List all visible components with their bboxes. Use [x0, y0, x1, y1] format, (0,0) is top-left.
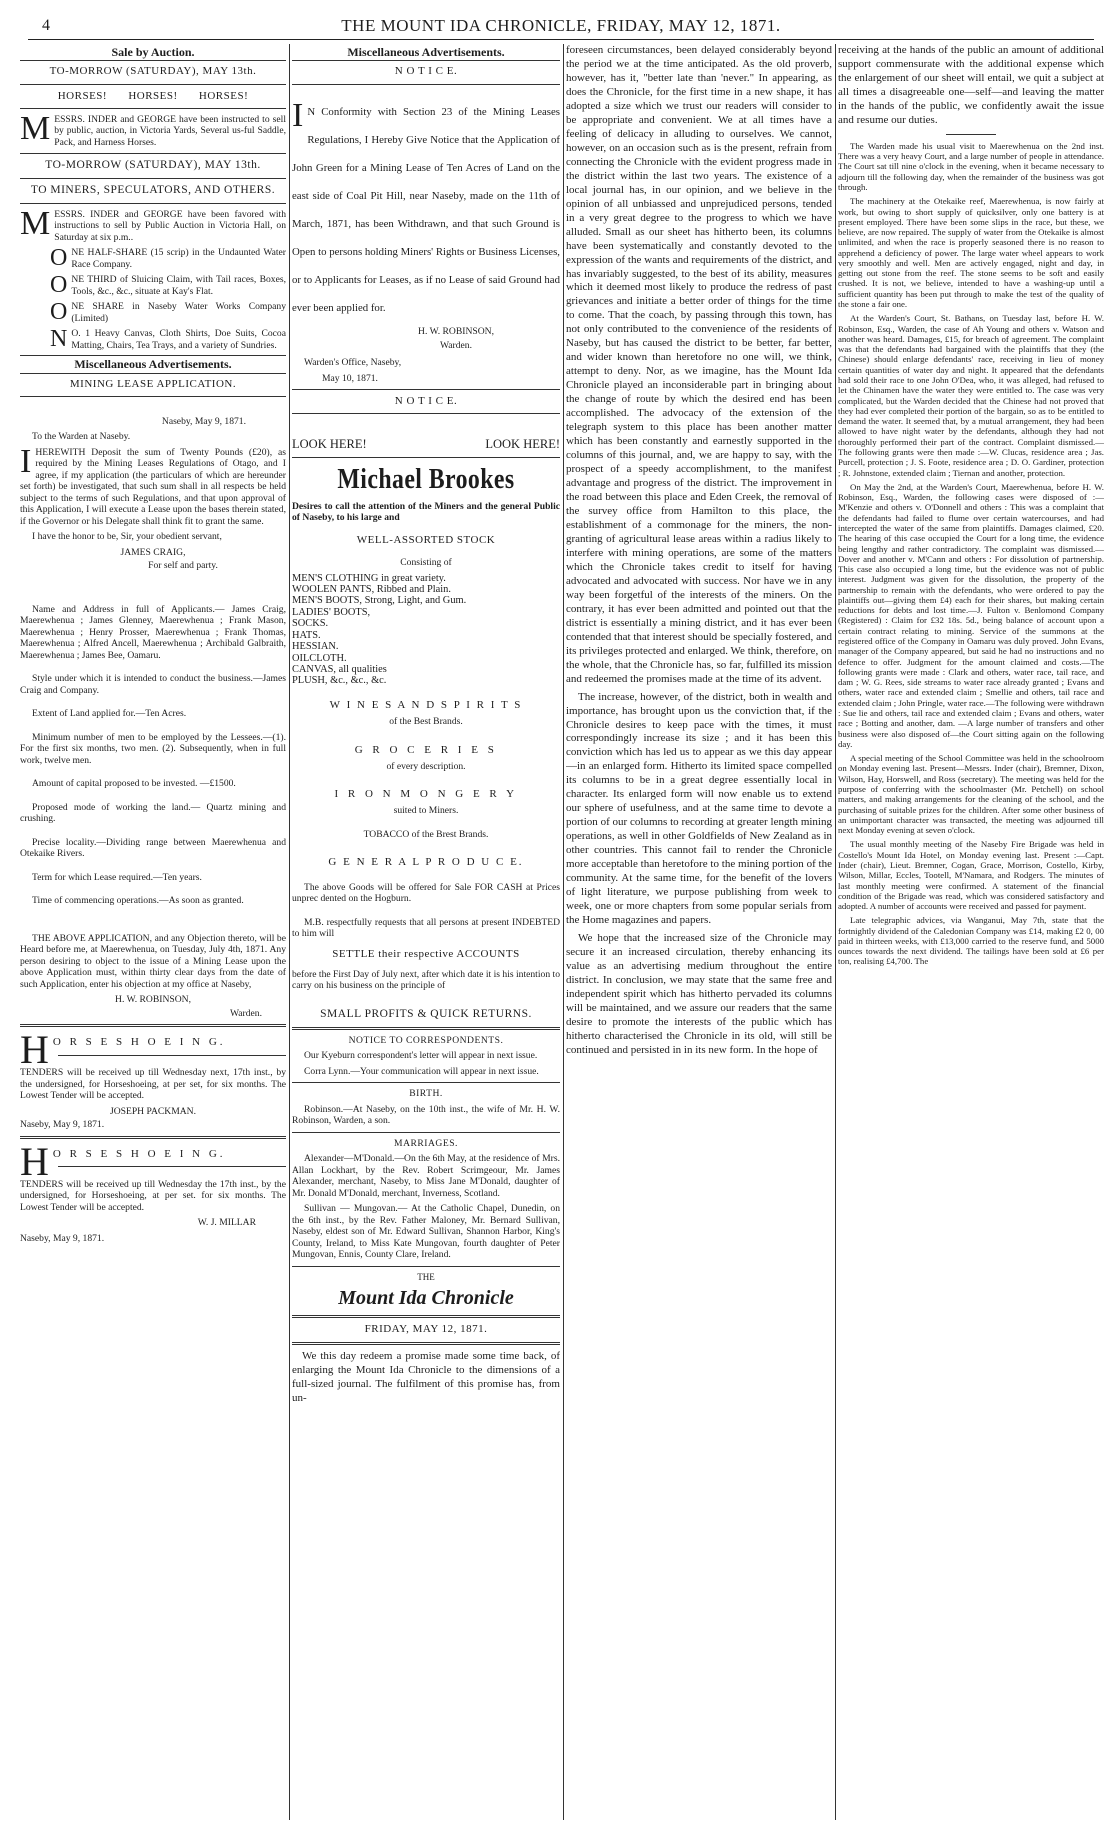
objection-signature: H. W. ROBINSON, — [115, 994, 191, 1006]
column-4 — [838, 44, 1104, 1820]
section-heading-misc: Miscellaneous Advertisements. — [292, 44, 560, 61]
to-warden: To the Warden at Naseby. — [32, 431, 131, 443]
column-rule — [563, 44, 564, 1820]
correspondents-heading: NOTICE TO CORRESPONDENTS. — [348, 1034, 504, 1046]
stock-heading: WELL-ASSORTED STOCK — [356, 533, 496, 546]
goods-note: The above Goods will be offered for Sale FOR CASH at Prices unprec dented on the Hogburn. — [292, 881, 560, 905]
notice-office: Warden's Office, Naseby, — [304, 357, 402, 369]
birth-heading: BIRTH. — [409, 1088, 443, 1100]
section-heading-misc: Miscellaneous Advertisements. — [20, 355, 286, 373]
column-rule — [835, 44, 836, 1820]
the-label: THE — [417, 1271, 435, 1282]
news-item: On May the 2nd, at the Warden's Court, Maerewhenua, before H. W. Robinson, Esq., Warden, the following cases were disposed of :—M'Kenzie and others v. O'Donnell and others : This was a complaint that the defendants had failed to flume over certain watercourses, and had intercepted the water of the same from plaintiffs. Damages claimed, £20. The hearing of this case occupied the Court for a long time, the evidence being lengthy and rather contradictory. The complaint was dismissed.—Dover and another v. M'Cann and others : For dissolution of partnership. This case also occupied a long time, but the evidence was not of public interest. Judgment was given for the dissolution, the property of the partnership to remain with the defendants, who were ordered to pay the plaintiffs out—giving them £4) each for their shares, but making certain reductions for debts and lost time.—J. Fulton v. Benlomond Company (Registered) : Claim for £32 18s. 5d., being balance of account upon a certain contract relating to mining. Service of the summons at the registered office of the Company in Oamaru was duly proved. John Evans, manager of the Company appeared, but said he had no instructions and no defence to offer. Judgment for the amount claimed and costs.—The following grants were made : Clark and others, water race, tail race, and dam ; W. G. Rees, side streams to water race already granted ; Evans and others, water race and extended claim ; Smellie and others, tail race and extended claim ; John Pringle, water race.—The following were withdrawn : Sue lie and others, tail race and extended claim ; Evans and others, water race ; Botting and another, dam. —A large number of transfers and other business were also disposed of—the Court sitting again on the following day. — [838, 481, 1104, 749]
column-3 — [566, 44, 832, 1820]
editorial-paragraph: We hope that the increased size of the Chronicle may secure it an increased circulation, thereby enhancing its value as an advertising medium throughout the entire district. In conclusion, we may state that the same free and independent spirit which has hitherto pervaded its columns will be maintained, and we assure our readers that the same desire to promote the interests of the public which has hitherto characterised the Chronicle in its old, will still be continued and persisted in in its new form. In the hope of — [566, 932, 832, 1056]
horseshoeing-ad-1: H O R S E S H O E I N G. TENDERS will be received up till Wednesday next, 17th inst., by the undersigned, for Horseshoeing, at per set, for six months. The Lowest Tender will be accepted. JOSEPH PACKMAN. Naseby, May 9, 1871. — [20, 1027, 286, 1131]
tobacco-line: TOBACCO of the Brest Brands. — [363, 828, 489, 840]
michael-brookes-title: Michael Brookes — [337, 464, 515, 496]
auction2-heading: TO MINERS, SPECULATORS, AND OTHERS. — [30, 184, 276, 197]
objection-text: THE ABOVE APPLICATION, and any Objection thereto, will be Heard before me, at Maerewhenua, on Tuesday, July 4th, 1871. Any person desiring to object to the issue of a Mining Lease upon the above Application must, within thirty clear days from the date of such Application, enter his objection at my office at Naseby, — [20, 932, 286, 990]
news-item: The usual monthly meeting of the Naseby Fire Brigade was held in Costello's Mount Ida Hotel, on Monday evening last. Present :—Capt. Inder (chair), Lieut. Bremner, Cogan, Grace, Morrison, Costello, Kirby, Wilson, Millar, Eccles, Tootell, M'Namara, and Rodgers. The minutes of last monthly meeting were confirmed. A statement of the financial condition of the Brigade was read, which was considered satisfactory and adopted. A number of accounts were received and passed for payment. — [838, 839, 1104, 912]
applicants: Name and Address in full of Applicants.— James Craig, Maerewhenua ; James Glenney, Maerewhenua ; Frank Mason, Maerewhenua ; Henry Prosser, Maerewhenua ; Frank Thomas, Maerewhenua ; Alfred Ancell, Maerewhenua ; Archibald Galbraith, Maerewhenua ; James Bee, Oamaru. — [20, 603, 286, 661]
page-title: THE MOUNT IDA CHRONICLE, FRIDAY, MAY 12, 1871. — [341, 16, 781, 35]
deposit-text: I HEREWITH Deposit the sum of Twenty Pounds (£20), as required by the Mining Leases Regulations of Otago, and I agree, if my application (the particulars of which are hereunder set forth) be investigated, that such sum shall in all respects be held subject to the terms of such Regulations, and that upon approval of this Application, I will execute a Lease upon the bases therein stated, if the Governor or his Delegate shall think fit to grant the same. — [20, 442, 286, 527]
produce-heading: G E N E R A L P R O D U C E. — [328, 856, 524, 869]
lot-item: ONE THIRD of Sluicing Claim, with Tail races, Boxes, Tools, &c., &c., situate at Kay's Flat. — [50, 272, 286, 299]
signer-note: For self and party. — [148, 560, 218, 572]
dateline: Naseby, May 9, 1871. — [161, 415, 246, 427]
groceries-heading: G R O C E R I E S — [354, 743, 498, 756]
editorial-start: We this day redeem a promise made some time back, of enlarging the Mount Ida Chronicle to the dimensions of a full-sized journal. The fulfilment of this promise has, from un- — [292, 1349, 560, 1404]
auction2-date: TO-MORROW (SATURDAY), MAY 13th. — [45, 159, 261, 172]
mode-line: Proposed mode of working the land.— Quartz mining and crushing. — [20, 801, 286, 825]
notice2-heading: N O T I C E. — [394, 395, 458, 408]
extent-line: Extent of Land applied for.—Ten Acres. — [32, 708, 187, 720]
news-item: Late telegraphic advices, via Wanganui, May 7th, state that the fortnightly dividend of the Caledonian Company was £14, making £2 0, 00 paid in thirteen weeks, with £13,000 carried to the reserve fund, and 5000 ounces towards the next dividend. The tailings have been sold at £6 per ton, realising £4,700. The — [838, 915, 1104, 967]
wines-heading: W I N E S A N D S P I R I T S — [329, 698, 523, 711]
column-rule — [289, 44, 290, 1820]
stock-list: MEN'S CLOTHING in great variety. WOOLEN PANTS, Ribbed and Plain. MEN'S BOOTS, Strong, Light, and Gum. LADIES' BOOTS, SOCKS. HATS. HESSIAN. OILCLOTH. CANVAS, all qualities PLUSH, &c., &c., &c. — [292, 572, 467, 687]
section-heading-auction: Sale by Auction. — [20, 44, 286, 61]
dropcap: M — [20, 109, 51, 147]
auction1-date: TO-MORROW (SATURDAY), MAY 13th. — [49, 65, 257, 78]
lot-item: N O. 1 Heavy Canvas, Cloth Shirts, Doe Suits, Cocoa Matting, Chairs, Tea Trays, and a variety of Sundries. — [50, 326, 286, 353]
style-line: Style under which it is intended to conduct the business.—James Craig and Company. — [20, 673, 286, 696]
editorial-conclusion: receiving at the hands of the public an amount of additional support commensurate with the additional expense which the enlargement of our sheet will entail, we quit a subject at all times a disagreeable one—self—and leaving the matter in the hands of the public, we confidently await the issue and resume our duties. — [838, 44, 1104, 126]
notice-role: Warden. — [440, 339, 472, 351]
column-1 — [20, 44, 286, 1820]
page-header — [28, 14, 1094, 40]
auction1-body: MESSRS. INDER and GEORGE have been instructed to sell by public, auction, in Victoria Yards, Several us-ful Saddle, Pack, and Harness Horses. — [20, 109, 286, 148]
masthead-date: FRIDAY, MAY 12, 1871. — [364, 1323, 488, 1336]
page-number: 4 — [42, 17, 50, 34]
locality-line: Precise locality.—Dividing range between Maerewhenua and Otekaike Rivers. — [20, 836, 286, 860]
ironmongery-heading: I R O N M O N G E R Y — [334, 788, 518, 801]
auction1-horses: HORSES! HORSES! HORSES! — [57, 89, 249, 102]
mining-lease-heading: MINING LEASE APPLICATION. — [69, 377, 237, 390]
news-item: The Warden made his usual visit to Maerewhenua on the 2nd inst. There was a very heavy Court, and a large number of people in attendance. The Court sat till nine o'clock in the evening, when it became necessary to adjourn till the following day, when the remainder of the business was got through. — [838, 140, 1104, 192]
term-line: Term for which Lease required.—Ten years. — [32, 871, 202, 883]
objection-role: Warden. — [230, 1007, 262, 1019]
news-item: At the Warden's Court, St. Bathans, on Tuesday last, before H. W. Robinson, Esq., Warden, the case of Ah Young and others v. Watson and another was heard. Damages, £15, for breach of agreement. The complaint was that the defendants had bargained with the plaintiffs that they (the Chinese) should enlarge defendants' race, receiving in lieu of money certain quantities of water day and night. It appeared that the defendants had sold their race to one John O'Dea, who, it was alleged, had refused to let the Chinamen have the water they were entitled to. The case was very complicated, but the Warden decided that the Chinese had not proved that they had ever completed their portion of the bargain, so as to be entitled to demand the water. It seemed that, by a mutual arrangement, they had been allowed to have night water by the defendants, although they had not thoroughly performed their part of the contract. Complaint dismissed.—The following grants were then made :—W. Clucas, residence area ; Jas. Purcell, protection ; J. S. Foote, residence area ; D. O. Gardiner, protection ; R. Johnstone, extended claim ; Tiernan and another, protection. — [838, 313, 1104, 478]
capital-line: Amount of capital proposed to be invested. —£1500. — [32, 778, 236, 790]
signer: JAMES CRAIG, — [120, 546, 186, 558]
column-2: Miscellaneous Advertisements. N O T I C E. I N Conformity with Section 23 of the Mining Leases Regulations, I Hereby Give Notice that the Application of John Green for a Mining Lease of Ten Acres of Land on the east side of Coal Pit Hill, near Naseby, made on the 11th of March, 1871, has been Withdrawn, and that such Ground is Open to persons holding Miners' Rights or Business Licenses, or to Applicants for Leases, as if no Lease of said Ground had ever been applied for. H. W. ROBINSON, Warden. Warden's Office, Naseby, May 10, 1871. N O T I C E. LOOK HERE! LOOK HERE! Michael Brookes Desires to call the attention of the Miners and the general Public of Naseby, to his large and WELL-ASSORTED STOCK Consisting of MEN'S CLOTHING in great variety. WOOLEN PANTS, Ribbed and Plain. MEN'S BOOTS, Strong, Light, and Gum. LADIES' BOOTS, SOCKS. HATS. HESSIAN. OILCLOTH. CANVAS, all qualities PLUSH, &c., &c., &c. W I N E S A N D S P I R I T S of the Best Brands. G R O C E R I E S of every description. I R O N M O N G E R Y suited to Miners. TOBACCO of the Brest Brands. G E N E R A L P R O D U C E. The above Goods will be offered for Sale FOR CASH at Prices unprec dented on the Hogburn. M.B. respectfully requests that all persons at present INDEBTED to him will SETTLE their respective ACCOUNTS before the First Day of July next, after which date it is his intention to carry on his business on the principle of SMALL PROFITS & QUICK RETURNS. NOTICE TO CORRESPONDENTS. Our Kyeburn correspondent's letter will appear in next issue. Corra Lynn.—Your communication will appear in next issue. BIRTH. Robinson.—At Naseby, on the 10th inst., the wife of Mr. H. W. Robinson, Warden, a son. MARRIAGES. Alexander—M'Donald.—On the 6th May, at the residence of Mrs. Allan Lockhart, by the Rev. Robert Scrimgeour, Mr. James Alexander, merchant, Naseby, to Miss Jane M'Donald, daughter of Mr. Donald M'Donald, merchant, Inverness, Scotland. Sullivan — Mungovan.— At the Catholic Chapel, Dunedin, on the 6th inst., by the Rev. Father Maloney, Mr. Bernard Sullivan, Naseby, eldest son of Mr. Edward Sullivan, Shannon Harbor, King's County, Ireland, to Miss Kate Mungovan, fourth daughter of Peter Mungovan, Ennis, County Clare, Ireland. THE Mount Ida Chronicle FRIDAY, MAY 12, 1871. We this day redeem a promise made some time back, of enlarging the Mount Ida Chronicle to the dimensions of a full-sized journal. The fulfilment of this promise has, from un- — [292, 45, 560, 1404]
min-men-line: Minimum number of men to be employed by the Lessees.—(1). For the first six months, two men. (2). Subsequently, when in full work, twelve men. — [20, 731, 286, 766]
notice-body: I N Conformity with Section 23 of the Mining Leases Regulations, I Hereby Give Notice that the Application of John Green for a Mining Lease of Ten Acres of Land on the east side of Coal Pit Hill, near Naseby, made on the 11th of March, 1871, has been Withdrawn, and that such Ground is Open to persons holding Miners' Rights or Business Licenses, or to Applicants for Leases, as if no Lease of said Ground had ever been applied for. — [292, 96, 560, 315]
consisting: Consisting of — [400, 557, 452, 569]
notice-date: May 10, 1871. — [322, 372, 378, 384]
before-line: before the First Day of July next, after which date it is his intention to carry on his business on the principle of — [292, 968, 560, 992]
masthead: Mount Ida Chronicle — [338, 1287, 514, 1310]
small-profits: SMALL PROFITS & QUICK RETURNS. — [320, 1007, 532, 1020]
honor-line: I have the honor to be, Sir, your obedient servant, — [32, 531, 222, 543]
notice-heading: N O T I C E. — [394, 65, 458, 78]
look-here-line: LOOK HERE! LOOK HERE! — [292, 437, 560, 452]
auction2-body: MESSRS. INDER and GEORGE have been favored with instructions to sell by Public Auction in Victoria Hall, on Saturday at six p.m.. — [20, 204, 286, 243]
horseshoeing-ad-2: H O R S E S H O E I N G. TENDERS will be received up till Wednesday the 17th inst., by the undersigned, for Horseshoeing, at per set. for six months. The Lowest Tender will be accepted. W. J. MILLAR Naseby, May 9, 1871. — [20, 1138, 286, 1244]
editorial-paragraph: The increase, however, of the district, both in wealth and importance, has brought upon us the conviction that, if the Chronicle desires to keep pace with the times, it must correspondingly increase its size ; and it has been this conviction which has led us to appear as we this day appear—in an enlarged form. Hitherto its limited space compelled its columns to be in a great degree essentially local in character. Its enlarged form will now enable us to extend our sphere of usefulness, and at the same time to devote a portion of our columns to recording at greater length mining operations, as well in other Goldfields of New Zealand as in other countries. This cannot fail to render the Chronicle more acceptable than heretofore to the mining portion of the community. At the same time, for the benefit of the lovers of light literature, we purpose publishing from week to week, one or more chapters from some popular serials from the Home magazines and papers. — [566, 690, 832, 927]
settle-line: SETTLE their respective ACCOUNTS — [332, 947, 520, 960]
dropcap: M — [20, 204, 51, 242]
news-item: A special meeting of the School Committee was held in the schoolroom on Monday evening last. Present—Messrs. Inder (chair), Bremner, Dixon, Wilson, Hay, Horswell, and Ross (secretary). The meeting was held for the purpose of conferring with the schoolmaster (Mr. Petchell) on school matters, and making arrangements for the cleaning of the school, and the purchasing of suitable prizes for the children. After some other business of an unimportant character was transacted, the meeting was adjourned till next Monday evening at seven o'clock. — [838, 753, 1104, 836]
editorial-paragraph: foreseen circumstances, been delayed considerably beyond the period we at the time anticipated. As the old proverb, however, has it, "better late than 'never." In appearing, as does the Chronicle, for the first time in a new shape, it has adopted a size which we trust our readers will consider to be appropriate and convenient. We at all times have a feeling of delicacy in alluding to ourselves. We cannot, however, on an occasion such as is the present, refrain from connecting the Chronicle with the evident progress made in the district within the last two years. The existence of a local journal has, in our opinion, and we believe in the opinion of all unbiassed and unprejudiced persons, tended in a very great degree to the progress to which we have alluded. Small as our sheet has hitherto been, its columns have been systematically and constantly devoted to the expression of the wants and requirements of the district, and has invariably suggested, to the best of its ability, measures which it deemed most likely to produce the redress of past grievances and initiate a better order of things for the time to come. That the coach, by passing through this town, has not only contributed to the convenience of the residents of Naseby, but has caused the district to be better, far better, and wider known than heretofore no one will, we think, attempt to deny. Nor, as we imagine, has the Mount Ida Chronicle played an inconsiderable part in bringing about the change of route by which the desired end has been accomplished. The advocacy of the extension of the telegraph system to this place has been another matter which has been constantly and earnestly supported in the columns of this journal, and, we are happy to say, with the prospect of a speedy accomplishment, to the manifest advantage and progress of the district. The improvement in the road between this place and Eden Creek, the removal of the survey office from Hamilton to this place, the establishment of a commonage for the miners, the non-granting of agricultural lease areas within a radius likely to interfere with mining operations, are some of the matters which the Chronicle takes credit to itself for having advocated and advocated with success. Nor have we in any way been forgetful of the interests of the miners. On the contrary, it has ever been admitted and pointed out that the district is essentially a mining district, and it has ever been contended that that interest should be specially fostered, and its privileges protected and enlarged. We think, therefore, on the whole, that the Chronicle has, so far, fulfilled its mission and redeemed the promises made at the time of its advent. — [566, 44, 832, 685]
brookes-intro: Desires to call the attention of the Miners and the general Public of Naseby, to his large and — [292, 500, 560, 524]
notice-signature: H. W. ROBINSON, — [418, 326, 494, 338]
time-line: Time of commencing operations.—As soon as granted. — [32, 895, 244, 907]
mb-note: M.B. respectfully requests that all persons at present INDEBTED to him will — [292, 916, 560, 940]
news-item: The machinery at the Otekaike reef, Maerewhenua, is now fairly at work, but owing to short supply of quicksilver, only one battery is at present employed. There have been some slips in the race, but these, we believe, are now repaired. The supply of water from the Otekaike is almost unlimited, and when the race is properly seasoned there is no reason to apprehend a deficiency of power. The large water wheel appears to work very smoothly and well. Men are actively engaged, night and day, in getting out stone from the reef. The stone seems to be soft and easily crushed. It is not, we believe, intended to have a washing-up until a sufficient quantity has been put through to make the test of the quality of the stone a fair one. — [838, 196, 1104, 310]
lot-item: ONE HALF-SHARE (15 scrip) in the Undaunted Water Race Company. — [50, 245, 286, 272]
marriages-heading: MARRIAGES. — [394, 1137, 458, 1149]
lot-item: ONE SHARE in Naseby Water Works Company (Limited) — [50, 299, 286, 326]
